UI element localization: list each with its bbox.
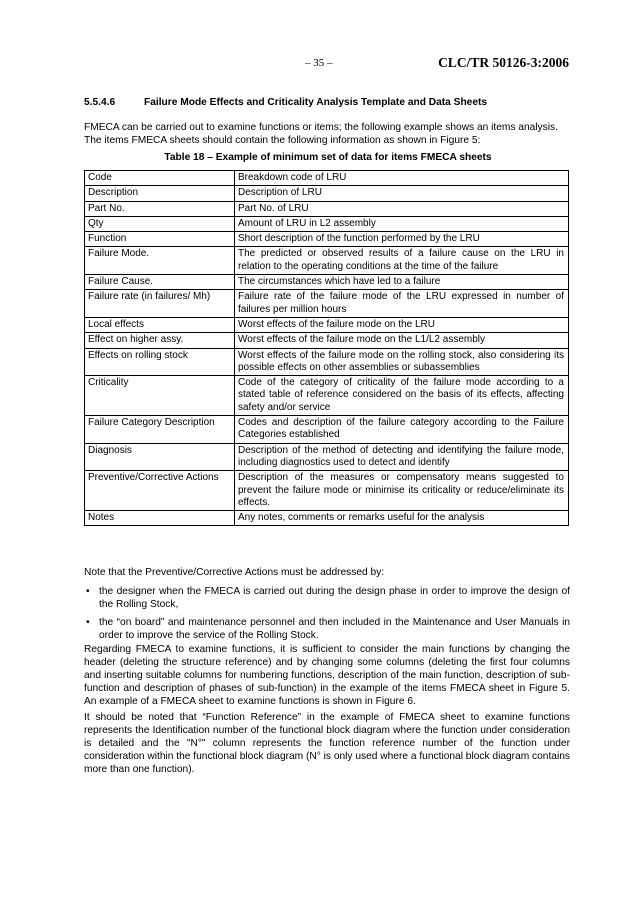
table-cell-field: Failure Cause. — [85, 275, 235, 290]
fmeca-data-table — [84, 170, 569, 526]
table-cell-field: Failure Mode. — [85, 247, 235, 275]
bullet-icon: • — [86, 586, 90, 597]
table-cell-description: Description of LRU — [235, 186, 569, 201]
table-cell-description: Worst effects of the failure mode on the LRU — [235, 317, 569, 332]
section-number: 5.5.4.6 — [84, 97, 116, 108]
table-caption: Table 18 – Example of minimum set of data for items FMECA sheets — [164, 152, 492, 163]
table-cell-description: The predicted or observed results of a failure cause on the LRU in relation to the operating conditions at the time of the failure — [235, 247, 569, 275]
table-cell-field: Failure Category Description — [85, 416, 235, 444]
section-title: Failure Mode Effects and Criticality Analysis Template and Data Sheets — [144, 97, 488, 108]
list-item-text: the designer when the FMECA is carried out during the design phase in order to improve the design of the Rolling Stock, — [99, 586, 570, 610]
table-body — [85, 171, 569, 526]
table-cell-field: Function — [85, 232, 235, 247]
intro-paragraph: FMECA can be carried out to examine functions or items; the following example shows an items analysis. The items FMECA sheets should contain the following information as shown in Figure 5: — [84, 122, 558, 146]
list-item-text: the “on board” and maintenance personnel and then included in the Maintenance and User Manuals in order to improve the service of the Rolling Stock. — [99, 617, 570, 641]
table-cell-description: Short description of the function performed by the LRU — [235, 232, 569, 247]
table-cell-description: Part No. of LRU — [235, 201, 569, 216]
table-cell-description: The circumstances which have led to a failure — [235, 275, 569, 290]
table-row — [85, 232, 569, 247]
bullet-icon: • — [86, 617, 90, 628]
table-cell-description: Codes and description of the failure category according to the Failure Categories established — [235, 416, 569, 444]
table-row — [85, 247, 569, 275]
table-cell-field: Part No. — [85, 201, 235, 216]
table-row — [85, 171, 569, 186]
list-item — [84, 585, 570, 611]
table-cell-field: Failure rate (in failures/ Mh) — [85, 290, 235, 318]
body-paragraph: It should be noted that “Function Reference” in the example of FMECA sheet to examine functions represents the Identification number of the functional block diagram where the function under consideration is detailed and the "N°" column represents the function reference number of the function under consideration within the functional block diagram (N° is only used where a functional block diagram contains more than one function). — [84, 712, 570, 775]
table-cell-field: Effects on rolling stock — [85, 348, 235, 376]
table-cell-description: Worst effects of the failure mode on the L1/L2 assembly — [235, 333, 569, 348]
table-cell-field: Notes — [85, 511, 235, 526]
table-row — [85, 348, 569, 376]
document-id: CLC/TR 50126-3:2006 — [438, 55, 569, 70]
table-row — [85, 471, 569, 511]
table-cell-field: Description — [85, 186, 235, 201]
table-row — [85, 317, 569, 332]
table-row — [85, 290, 569, 318]
table-cell-description: Breakdown code of LRU — [235, 171, 569, 186]
table-row — [85, 201, 569, 216]
table-row — [85, 376, 569, 416]
list-item — [84, 616, 570, 642]
page-header — [0, 57, 638, 73]
table-row — [85, 186, 569, 201]
table-cell-field: Diagnosis — [85, 443, 235, 471]
table-cell-description: Description of the method of detecting and identifying the failure mode, including diagnostics used to detect and identify — [235, 443, 569, 471]
table-cell-description: Amount of LRU in L2 assembly — [235, 216, 569, 231]
table-cell-description: Code of the category of criticality of the failure mode according to a stated table of reference considered on the basis of its effects, affecting safety and/or service — [235, 376, 569, 416]
table-row — [85, 216, 569, 231]
body-paragraph: Regarding FMECA to examine functions, it is sufficient to consider the main functions by changing the header (deleting the structure reference) and by changing some columns (deleting the first four columns and inserting suitable columns for numbering functions, description of the main function, description of sub-function and description of phases of sub-function) in the example of the items FMECA sheet in Figure 5. An example of a FMECA sheet to examine functions is shown in Figure 6. — [84, 644, 570, 707]
table-cell-description: Worst effects of the failure mode on the rolling stock, also considering its possible effects on other assemblies or subassemblies — [235, 348, 569, 376]
page-number: – 35 – — [305, 57, 333, 69]
table-cell-field: Qty — [85, 216, 235, 231]
table-cell-field: Criticality — [85, 376, 235, 416]
table-cell-description: Failure rate of the failure mode of the LRU expressed in number of failures per million hours — [235, 290, 569, 318]
table-row — [85, 416, 569, 444]
section-heading — [84, 97, 574, 108]
note-paragraph: Note that the Preventive/Corrective Actions must be addressed by: — [84, 567, 385, 578]
table-cell-description: Description of the measures or compensatory means suggested to prevent the failure mode or minimise its criticality or reduce/eliminate its effects. — [235, 471, 569, 511]
table-row — [85, 333, 569, 348]
table-cell-field: Preventive/Corrective Actions — [85, 471, 235, 511]
table-cell-field: Code — [85, 171, 235, 186]
table-row — [85, 443, 569, 471]
table-row — [85, 511, 569, 526]
bullet-list — [84, 585, 570, 647]
table-row — [85, 275, 569, 290]
table-cell-description: Any notes, comments or remarks useful for the analysis — [235, 511, 569, 526]
table-cell-field: Effect on higher assy. — [85, 333, 235, 348]
table-cell-field: Local effects — [85, 317, 235, 332]
